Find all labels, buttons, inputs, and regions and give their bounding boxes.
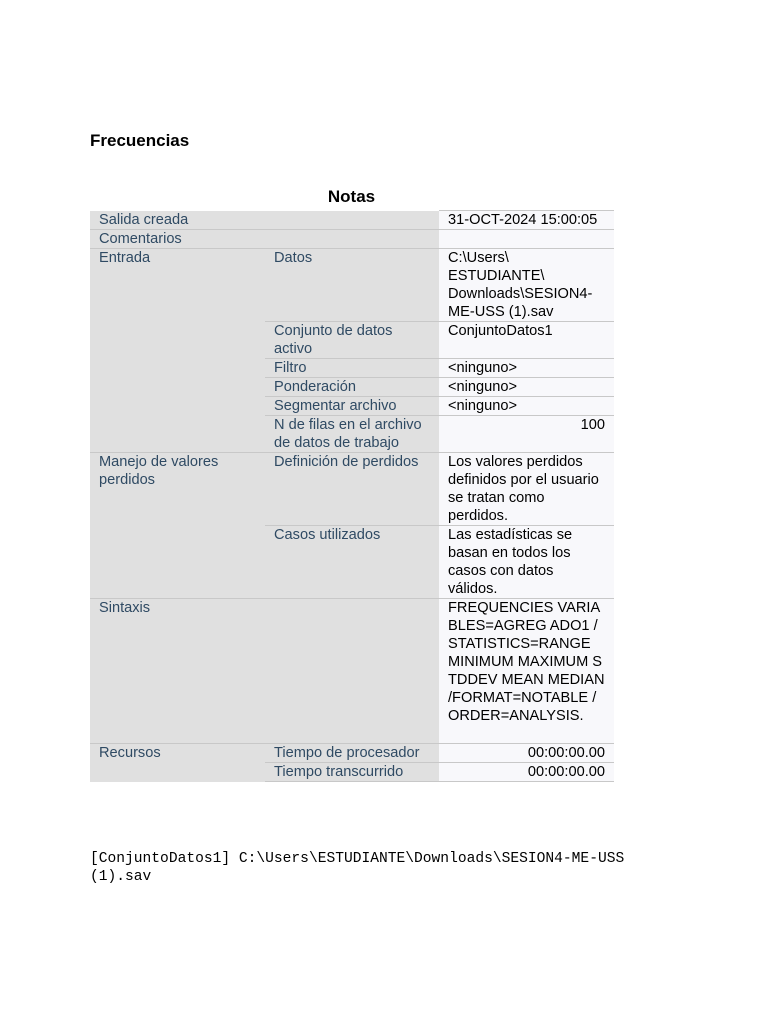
row-label-comentarios: Comentarios [90, 230, 439, 249]
sub-label-filtro: Filtro [265, 359, 439, 378]
table-row [90, 744, 614, 763]
table-row [90, 249, 614, 322]
table-row [90, 211, 614, 230]
value-n-filas: 100 [439, 416, 614, 453]
value-sintaxis: FREQUENCIES VARIABLES=AGREG ADO1 /STATISTICS=RANGE MINIMUM MAXIMUM STDDEV MEAN MEDIAN /FORMAT=NOTABLE /ORDER=ANALYSIS. [439, 599, 614, 744]
value-procesador: 00:00:00.00 [439, 744, 614, 763]
log-line: [ConjuntoDatos1] C:\Users\ESTUDIANTE\Downloads\SESION4-ME-USS (1).sav [90, 851, 633, 885]
section-heading: Frecuencias [90, 131, 190, 150]
sub-label-ponderacion: Ponderación [265, 378, 439, 397]
value-transcurrido: 00:00:00.00 [439, 763, 614, 782]
table-row [90, 599, 614, 744]
row-label-salida: Salida creada [90, 211, 439, 230]
sub-label-segmentar: Segmentar archivo [265, 397, 439, 416]
value-segmentar: <ninguno> [439, 397, 614, 416]
row-label-recursos: Recursos [90, 744, 265, 782]
value-definicion: Los valores perdidos definidos por el usuario se tratan como perdidos. [439, 453, 614, 526]
row-label-manejo: Manejo de valores perdidos [90, 453, 265, 599]
sub-label-procesador: Tiempo de procesador [265, 744, 439, 763]
sub-label-definicion: Definición de perdidos [265, 453, 439, 526]
sub-label-transcurrido: Tiempo transcurrido [265, 763, 439, 782]
value-comentarios [439, 230, 614, 249]
row-label-entrada: Entrada [90, 249, 265, 453]
value-salida: 31-OCT-2024 15:00:05 [439, 211, 614, 230]
value-filtro: <ninguno> [439, 359, 614, 378]
value-conjunto: ConjuntoDatos1 [439, 322, 614, 359]
sub-label-datos: Datos [265, 249, 439, 322]
sub-label-conjunto: Conjunto de datos activo [265, 322, 439, 359]
value-datos: C:\Users\ ESTUDIANTE\ Downloads\SESION4-ME-USS (1).sav [439, 249, 614, 322]
table-row [90, 453, 614, 526]
row-label-sintaxis: Sintaxis [90, 599, 439, 744]
notas-table [90, 210, 614, 782]
sub-label-n-filas: N de filas en el archivo de datos de trabajo [265, 416, 439, 453]
value-ponderacion: <ninguno> [439, 378, 614, 397]
sub-label-casos: Casos utilizados [265, 526, 439, 599]
table-title: Notas [327, 187, 376, 206]
table-row [90, 230, 614, 249]
value-casos: Las estadísticas se basan en todos los casos con datos válidos. [439, 526, 614, 599]
